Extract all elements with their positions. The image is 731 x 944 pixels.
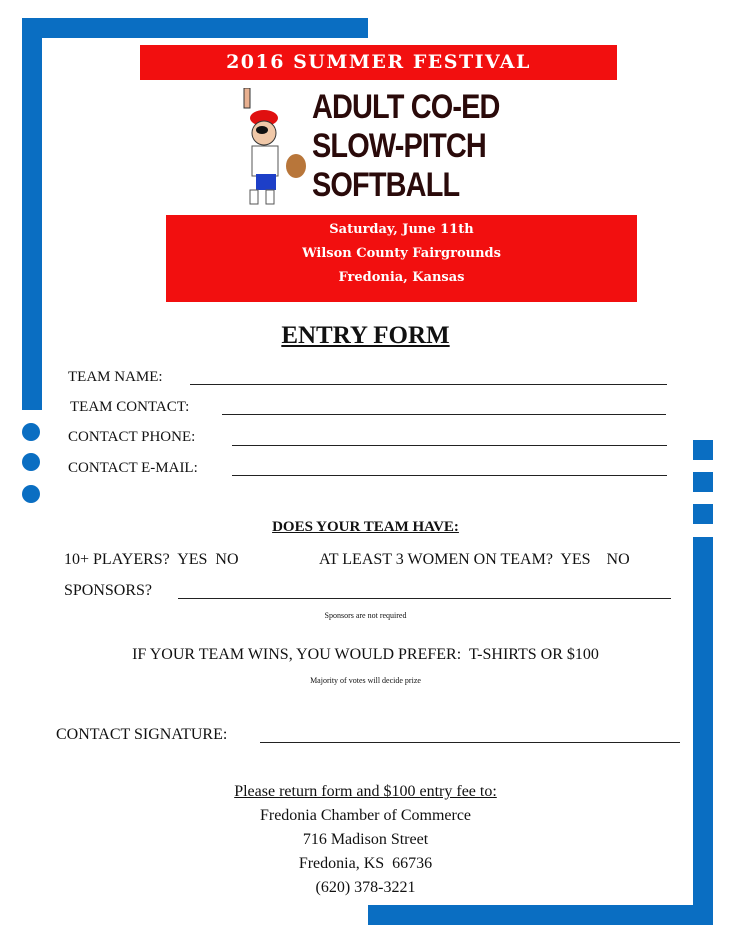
dot-decoration [22,453,40,471]
dot-decoration [22,423,40,441]
event-date: Saturday, June 11th [329,222,474,237]
return-instruction: Please return form and $100 entry fee to: [234,783,497,800]
return-address [0,780,731,900]
team-name-label: TEAM NAME: [68,369,163,385]
dot-decoration [22,485,40,503]
women-question[interactable]: AT LEAST 3 WOMEN ON TEAM? YES NO [319,551,630,568]
prize-question[interactable]: IF YOUR TEAM WINS, YOU WOULD PREFER: T-SHIRTS OR $100 [132,646,599,663]
contact-phone-field[interactable] [232,445,667,446]
team-contact-field[interactable] [222,414,666,415]
street-address: 716 Madison Street [302,831,429,848]
form-title: ENTRY FORM [281,322,450,349]
event-details-banner [166,215,637,302]
signature-label: CONTACT SIGNATURE: [56,726,228,743]
contact-email-label: CONTACT E-MAIL: [68,460,198,476]
sponsors-label: SPONSORS? [64,582,153,599]
players-question[interactable]: 10+ PLAYERS? YES NO [64,551,239,568]
signature-field[interactable] [260,742,680,743]
event-city: Fredonia, Kansas [338,270,465,285]
question-heading: DOES YOUR TEAM HAVE: [272,519,459,535]
team-contact-label: TEAM CONTACT: [70,399,190,415]
frame-left-bar [22,18,42,410]
square-decoration [693,472,713,492]
softball-player-logo [236,88,306,208]
logo-line: SLOW-PITCH [312,127,486,165]
logo-line: SOFTBALL [312,166,460,204]
frame-bottom-bar [368,905,713,925]
phone-number: (620) 378-3221 [315,879,416,896]
festival-banner: 2016 SUMMER FESTIVAL [140,45,617,80]
contact-email-field[interactable] [232,475,667,476]
city-state-zip: Fredonia, KS 66736 [298,855,433,872]
event-venue: Wilson County Fairgrounds [302,246,501,261]
logo-line: ADULT CO-ED [312,88,500,126]
contact-phone-label: CONTACT PHONE: [68,429,196,445]
team-name-field[interactable] [190,384,667,385]
prize-note: Majority of votes will decide prize [310,676,421,685]
frame-top-bar [22,18,368,38]
sponsors-field[interactable] [178,598,671,599]
sponsors-note: Sponsors are not required [324,611,407,620]
square-decoration [693,440,713,460]
org-name: Fredonia Chamber of Commerce [259,807,472,824]
event-title-logo [312,88,516,205]
